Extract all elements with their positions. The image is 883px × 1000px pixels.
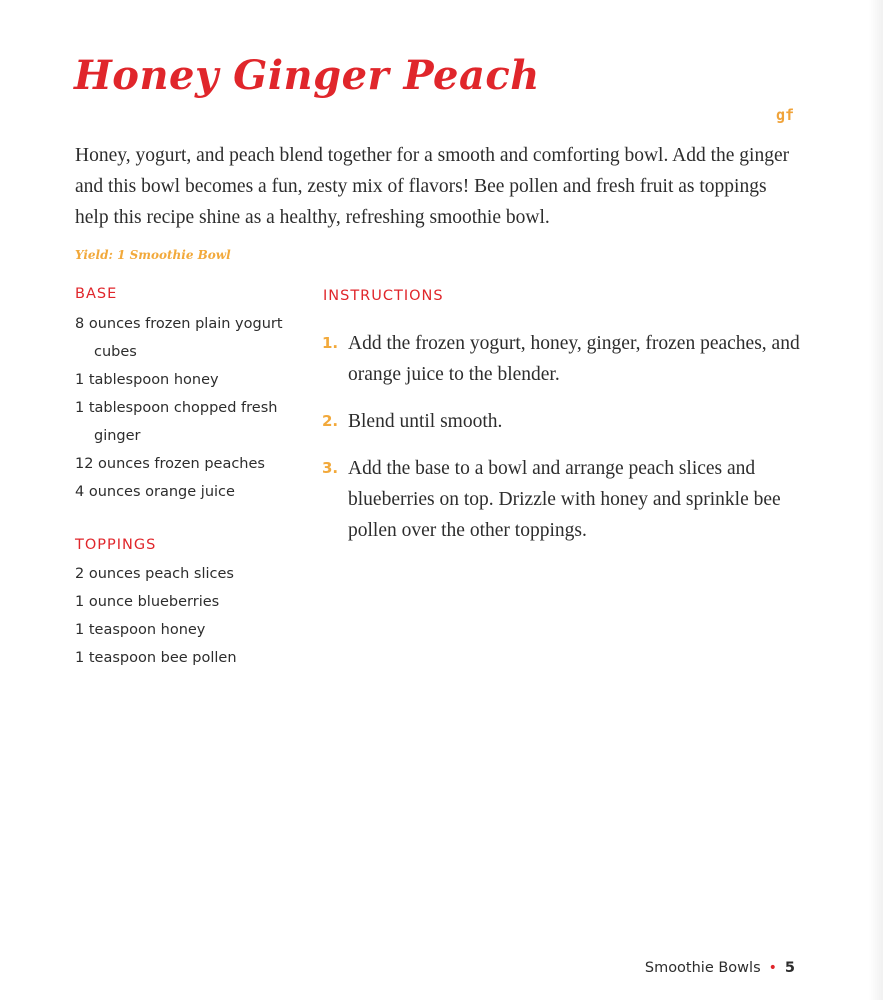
instruction-step xyxy=(322,453,802,546)
toppings-ingredient-list xyxy=(75,560,290,672)
recipe-yield: Yield: 1 Smoothie Bowl xyxy=(75,248,231,262)
ingredient-item: 1 tablespoon chopped fresh ginger xyxy=(75,400,278,444)
instruction-step xyxy=(322,406,802,437)
step-text: Blend until smooth. xyxy=(348,411,503,432)
footer-section-title: Smoothie Bowls xyxy=(644,960,761,976)
base-heading: BASE xyxy=(75,286,118,302)
base-ingredient-list xyxy=(75,310,290,506)
ingredient-item: 1 teaspoon bee pollen xyxy=(75,650,237,666)
ingredient-item: 1 teaspoon honey xyxy=(75,622,206,638)
ingredient-item: 2 ounces peach slices xyxy=(75,566,234,582)
step-text: Add the frozen yogurt, honey, ginger, frozen peaches, and orange juice to the blender. xyxy=(348,333,800,385)
footer-separator: • xyxy=(768,960,777,976)
toppings-heading: TOPPINGS xyxy=(75,537,157,553)
page-number: 5 xyxy=(784,960,795,976)
step-number: 1. xyxy=(322,334,339,352)
instructions-heading: INSTRUCTIONS xyxy=(323,288,444,304)
step-number: 2. xyxy=(322,412,339,430)
ingredient-item: 4 ounces orange juice xyxy=(75,484,235,500)
page-edge xyxy=(869,0,883,1000)
ingredient-item: 12 ounces frozen peaches xyxy=(75,456,265,472)
step-text: Add the base to a bowl and arrange peach slices and blueberries on top. Drizzle with honey and sprinkle bee pollen over the other toppings. xyxy=(348,458,781,541)
ingredient-item: 1 tablespoon honey xyxy=(75,372,219,388)
recipe-intro: Honey, yogurt, and peach blend together for a smooth and comforting bowl. Add the ginger and this bowl becomes a fun, zesty mix of flavors! Bee pollen and fresh fruit as toppings help this recipe shine as a healthy, refreshing smoothie bowl. xyxy=(75,145,790,228)
step-number: 3. xyxy=(322,459,339,477)
ingredient-item: 8 ounces frozen plain yogurt cubes xyxy=(75,316,283,360)
instruction-step xyxy=(322,328,802,390)
gluten-free-badge: gf xyxy=(776,106,795,124)
page-footer xyxy=(645,960,795,976)
ingredient-item: 1 ounce blueberries xyxy=(75,594,220,610)
recipe-title: Honey Ginger Peach xyxy=(74,52,540,99)
instruction-steps xyxy=(322,328,802,562)
